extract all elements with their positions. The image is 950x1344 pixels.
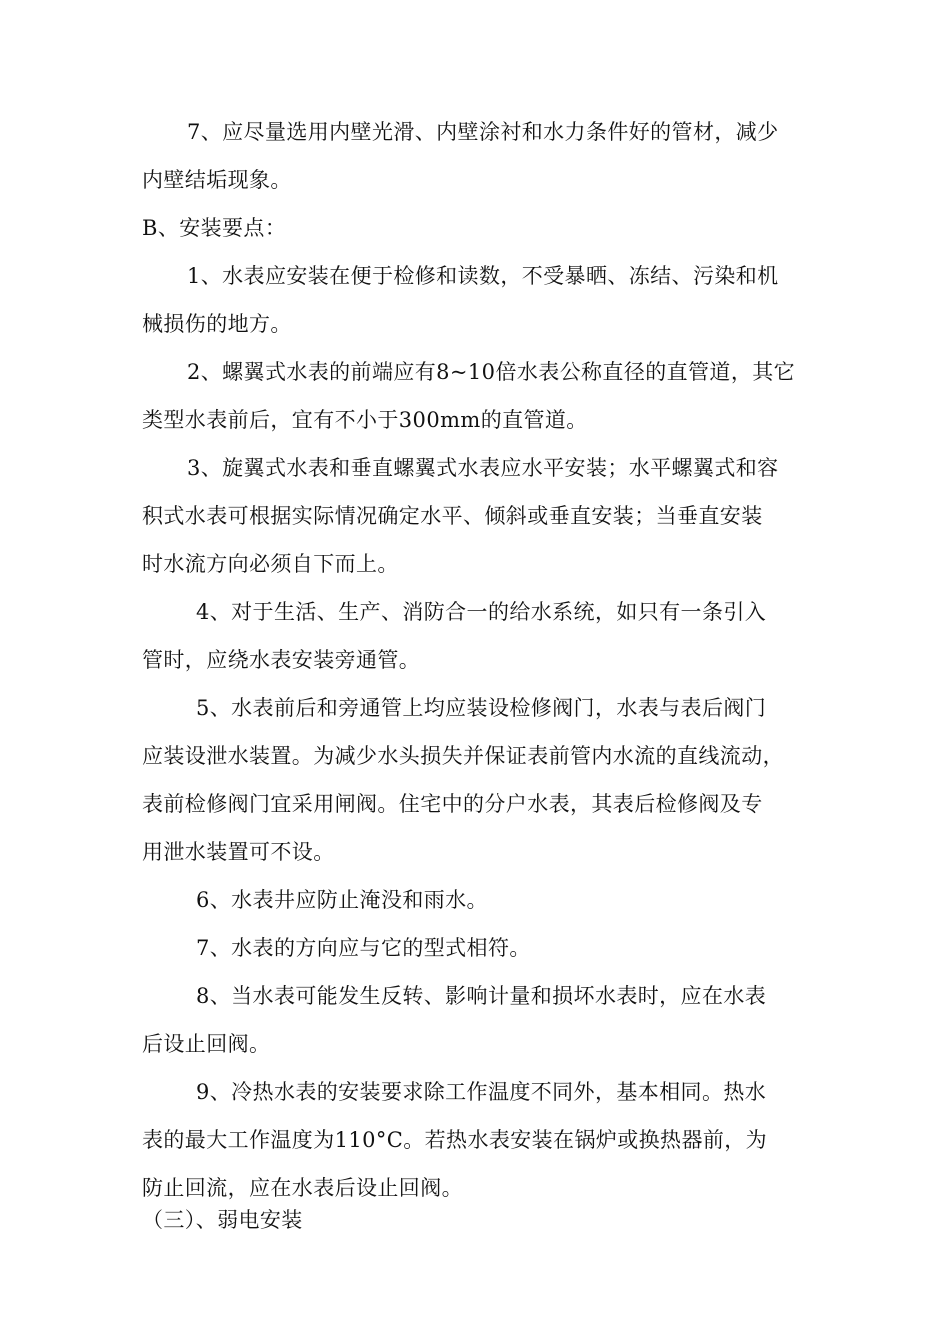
paragraph-line: 表前检修阀门宜采用闸阀。住宅中的分户水表，其表后检修阀及专: [142, 792, 763, 816]
paragraph-line: 类型水表前后，宜有不小于300mm的直管道。: [142, 408, 588, 432]
paragraph-line: 2、螺翼式水表的前端应有8~10倍水表公称直径的直管道，其它: [187, 360, 796, 384]
paragraph-line: 9、冷热水表的安装要求除工作温度不同外，基本相同。热水: [196, 1080, 767, 1104]
section-heading: B、安装要点：: [142, 216, 287, 240]
paragraph-line: 防止回流，应在水表后设止回阀。: [142, 1176, 463, 1200]
section-heading: （三）、弱电安装: [142, 1208, 303, 1232]
paragraph-line: 表的最大工作温度为110°C。若热水表安装在锅炉或换热器前，为: [142, 1128, 768, 1152]
paragraph-line: 时水流方向必须自下而上。: [142, 552, 399, 576]
paragraph-line: 5、水表前后和旁通管上均应装设检修阀门，水表与表后阀门: [196, 696, 767, 720]
paragraph-line: 8、当水表可能发生反转、影响计量和损坏水表时，应在水表: [196, 984, 767, 1008]
paragraph-line: 用泄水装置可不设。: [142, 840, 335, 864]
paragraph-line: 7、应尽量选用内壁光滑、内壁涂衬和水力条件好的管材，减少: [187, 120, 779, 144]
paragraph-line: 应装设泄水装置。为减少水头损失并保证表前管内水流的直线流动，: [142, 744, 784, 768]
paragraph-line: 4、对于生活、生产、消防合一的给水系统，如只有一条引入: [196, 600, 767, 624]
paragraph-line: 管时，应绕水表安装旁通管。: [142, 648, 421, 672]
paragraph-line: 6、水表井应防止淹没和雨水。: [196, 888, 488, 912]
paragraph-line: 械损伤的地方。: [142, 312, 292, 336]
paragraph-line: 1、水表应安装在便于检修和读数，不受暴晒、冻结、污染和机: [187, 264, 779, 288]
paragraph-line: 内壁结垢现象。: [142, 168, 292, 192]
paragraph-line: 积式水表可根据实际情况确定水平、倾斜或垂直安装；当垂直安装: [142, 504, 763, 528]
paragraph-line: 3、旋翼式水表和垂直螺翼式水表应水平安装；水平螺翼式和容: [187, 456, 779, 480]
paragraph-line: 后设止回阀。: [142, 1032, 271, 1056]
paragraph-line: 7、水表的方向应与它的型式相符。: [196, 936, 531, 960]
